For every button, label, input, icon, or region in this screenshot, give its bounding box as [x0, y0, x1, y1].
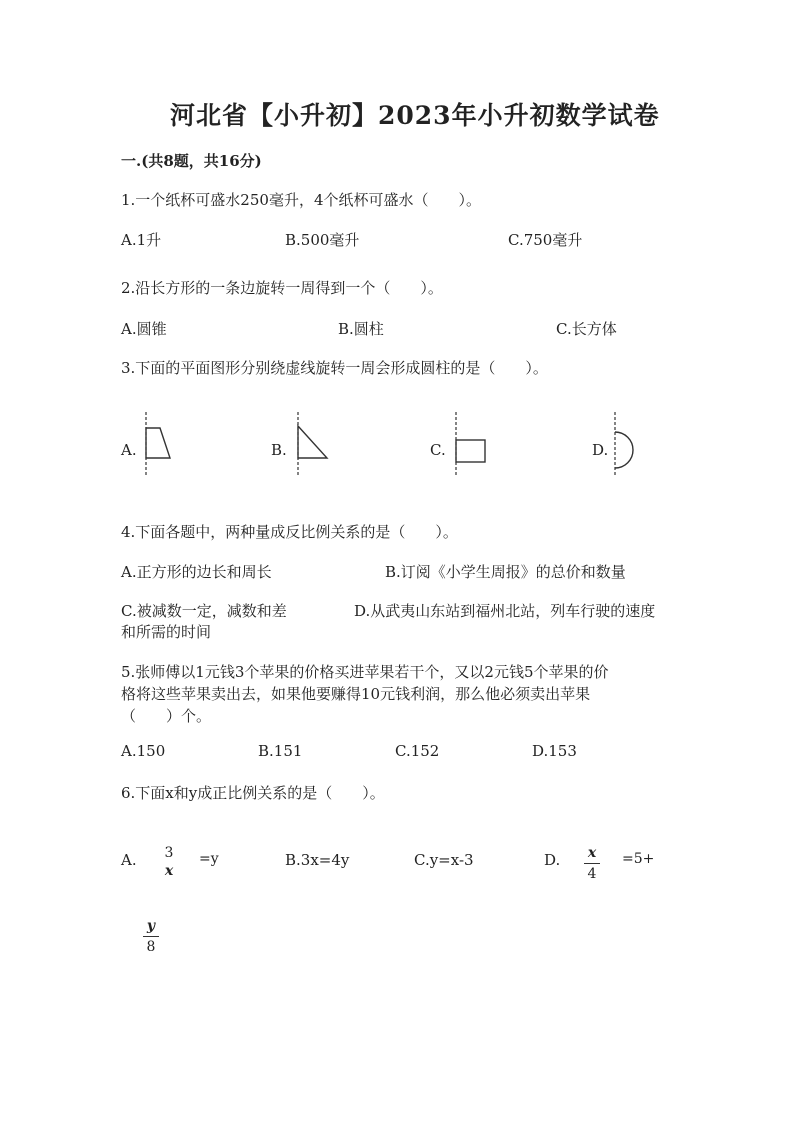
fraction-bar [584, 863, 600, 864]
q5-option-b: B.151 [258, 742, 303, 760]
q5-option-c: C.152 [395, 742, 440, 760]
q6-option-a-label: A. [121, 851, 137, 869]
question-1: 1.一个纸杯可盛水250毫升，4个纸杯可盛水（ ）。 [121, 191, 481, 209]
q5-option-d: D.153 [532, 742, 577, 760]
question-5-line-1: 5.张师傅以1元钱3个苹果的价格买进苹果若干个，又以2元钱5个苹果的价 [121, 663, 609, 681]
fraction-bar [143, 936, 159, 937]
q1-option-c: C.750毫升 [508, 231, 583, 249]
q6-option-b: B.3x=4y [285, 851, 350, 869]
question-4: 4.下面各题中，两种量成反比例关系的是（ ）。 [121, 523, 458, 541]
question-3: 3.下面的平面图形分别绕虚线旋转一周会形成圆柱的是（ ）。 [121, 359, 548, 377]
page-title: 河北省【小升初】2023年小升初数学试卷 [170, 101, 660, 130]
q2-option-c: C.长方体 [556, 320, 617, 338]
fraction-denominator: x [164, 863, 174, 879]
q2-option-b: B.圆柱 [338, 320, 384, 338]
q3-figure-b-triangle [290, 410, 334, 478]
fraction-denominator: 4 [587, 866, 597, 882]
q1-option-a: A.1升 [121, 231, 162, 249]
q4-option-c: C.被减数一定，减数和差 [121, 602, 287, 620]
q3-option-d: D. [592, 441, 609, 459]
q4-option-a: A.正方形的边长和周长 [121, 563, 272, 581]
fraction-numerator: 3 [164, 845, 174, 861]
q1-option-b: B.500毫升 [285, 231, 360, 249]
q6-option-d-fraction-continued [143, 918, 159, 955]
q3-figure-d-semicircle [607, 410, 647, 478]
fraction-numerator: x [587, 845, 597, 861]
q3-option-c: C. [430, 441, 446, 459]
question-2: 2.沿长方形的一条边旋转一周得到一个（ ）。 [121, 279, 443, 297]
q4-option-d: D.从武夷山东站到福州北站，列车行驶的速度 [354, 602, 656, 620]
question-6: 6.下面x和y成正比例关系的是（ ）。 [121, 784, 385, 802]
q3-figure-a-trapezoid [138, 410, 178, 478]
q6-option-d-fraction [584, 845, 600, 882]
question-5-line-3: （ ）个。 [121, 707, 212, 725]
q4-option-b: B.订阅《小学生周报》的总价和数量 [385, 563, 626, 581]
q6-option-a-fraction [160, 845, 178, 879]
q3-option-b: B. [271, 441, 287, 459]
q5-option-a: A.150 [121, 742, 166, 760]
q6-option-a-rhs: =y [199, 851, 219, 867]
section-heading: 一.(共8题，共16分) [121, 152, 262, 170]
q4-option-d-continued: 和所需的时间 [121, 623, 212, 641]
q6-option-c: C.y=x-3 [414, 851, 474, 869]
q3-figure-c-rectangle [448, 410, 492, 478]
q2-option-a: A.圆锥 [121, 320, 167, 338]
question-5-line-2: 格将这些苹果卖出去，如果他要赚得10元钱利润，那么他必须卖出苹果 [121, 685, 591, 703]
q6-option-d-rhs: =5+ [622, 851, 655, 867]
fraction-denominator: 8 [146, 939, 156, 955]
fraction-numerator: y [146, 918, 156, 934]
q6-option-d-label: D. [544, 851, 561, 869]
q3-option-a: A. [121, 441, 137, 459]
